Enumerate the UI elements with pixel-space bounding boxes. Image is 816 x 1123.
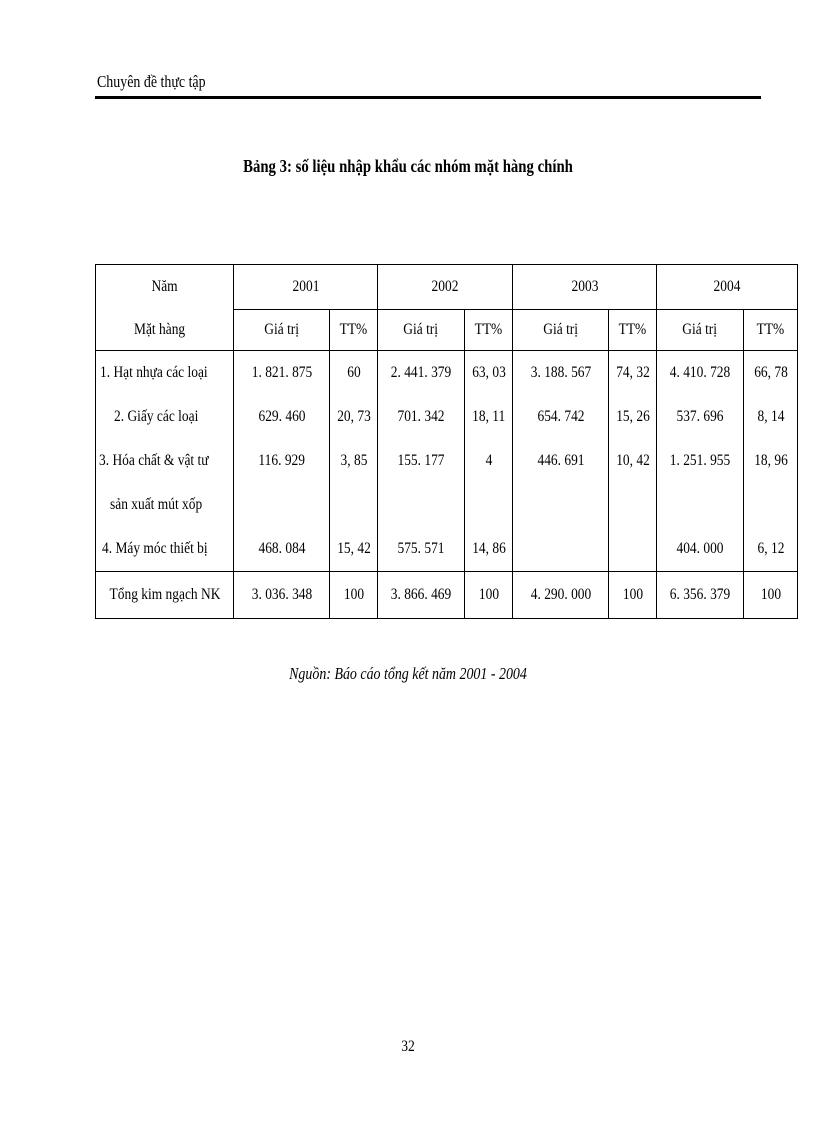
table-cell: 18, 96 bbox=[744, 439, 798, 483]
table-cell: 3, 85 bbox=[330, 439, 378, 483]
subheader-cell: TT% bbox=[744, 310, 798, 351]
table-row bbox=[96, 351, 798, 396]
table-cell: 66, 78 bbox=[744, 351, 798, 396]
table-title: Bảng 3: số liệu nhập khẩu các nhóm mặt hàng chính bbox=[243, 156, 573, 176]
table-row bbox=[96, 439, 798, 483]
total-cell: 100 bbox=[465, 572, 513, 619]
table-cell: 14, 86 bbox=[465, 527, 513, 572]
page-number: 32 bbox=[401, 1038, 415, 1055]
table-cell: 116. 929 bbox=[234, 439, 330, 483]
subheader-cell: TT% bbox=[609, 310, 657, 351]
table-cell: 404. 000 bbox=[657, 527, 744, 572]
total-cell: 100 bbox=[744, 572, 798, 619]
table-cell: 468. 084 bbox=[234, 527, 330, 572]
table-cell bbox=[609, 527, 657, 572]
table-cell: 74, 32 bbox=[609, 351, 657, 396]
table-row bbox=[96, 527, 798, 572]
subheader-cell: TT% bbox=[465, 310, 513, 351]
table-cell: 537. 696 bbox=[657, 395, 744, 439]
table-cell: 3. 188. 567 bbox=[513, 351, 609, 396]
year-header: 2003 bbox=[513, 265, 657, 310]
table-cell: 575. 571 bbox=[378, 527, 465, 572]
corner-year-label: Năm bbox=[96, 265, 234, 310]
table-cell: 446. 691 bbox=[513, 439, 609, 483]
table-cell: 8, 14 bbox=[744, 395, 798, 439]
year-header-row bbox=[96, 265, 798, 310]
subheader-cell: TT% bbox=[330, 310, 378, 351]
row-label: sản xuất mút xốp bbox=[96, 483, 234, 527]
header-rule bbox=[95, 96, 761, 99]
row-label: 3. Hóa chất & vật tư bbox=[96, 439, 234, 483]
table-cell: 629. 460 bbox=[234, 395, 330, 439]
table-row bbox=[96, 395, 798, 439]
table-cell: 1. 821. 875 bbox=[234, 351, 330, 396]
year-header: 2001 bbox=[234, 265, 378, 310]
table-cell: 20, 73 bbox=[330, 395, 378, 439]
year-header: 2002 bbox=[378, 265, 513, 310]
row-label: 4. Máy móc thiết bị bbox=[96, 527, 234, 572]
total-cell: 4. 290. 000 bbox=[513, 572, 609, 619]
subheader-cell: Giá trị bbox=[378, 310, 465, 351]
row-label: 1. Hạt nhựa các loại bbox=[96, 351, 234, 396]
table-cell bbox=[465, 483, 513, 527]
table-cell: 155. 177 bbox=[378, 439, 465, 483]
table-cell: 4 bbox=[465, 439, 513, 483]
source-note: Nguồn: Báo cáo tổng kết năm 2001 - 2004 bbox=[289, 664, 527, 683]
table-cell: 18, 11 bbox=[465, 395, 513, 439]
table-cell: 4. 410. 728 bbox=[657, 351, 744, 396]
table-cell: 63, 03 bbox=[465, 351, 513, 396]
total-row bbox=[96, 572, 798, 619]
table-cell: 15, 26 bbox=[609, 395, 657, 439]
total-cell: 6. 356. 379 bbox=[657, 572, 744, 619]
total-cell: 3. 036. 348 bbox=[234, 572, 330, 619]
table-cell bbox=[609, 483, 657, 527]
subheader-row bbox=[96, 310, 798, 351]
table-cell bbox=[657, 483, 744, 527]
subheader-cell: Giá trị bbox=[513, 310, 609, 351]
table-cell bbox=[378, 483, 465, 527]
total-cell: 100 bbox=[330, 572, 378, 619]
table-cell bbox=[744, 483, 798, 527]
table-cell: 654. 742 bbox=[513, 395, 609, 439]
total-cell: 100 bbox=[609, 572, 657, 619]
table-cell: 15, 42 bbox=[330, 527, 378, 572]
table-cell: 2. 441. 379 bbox=[378, 351, 465, 396]
table-cell: 10, 42 bbox=[609, 439, 657, 483]
table-row bbox=[96, 483, 798, 527]
table-cell bbox=[330, 483, 378, 527]
corner-item-label: Mặt hàng bbox=[96, 310, 234, 351]
subheader-cell: Giá trị bbox=[234, 310, 330, 351]
total-cell: 3. 866. 469 bbox=[378, 572, 465, 619]
subheader-cell: Giá trị bbox=[657, 310, 744, 351]
table-cell: 6, 12 bbox=[744, 527, 798, 572]
import-table bbox=[95, 264, 798, 619]
table-cell bbox=[234, 483, 330, 527]
total-label: Tổng kim ngạch NK bbox=[96, 572, 234, 619]
table-cell bbox=[513, 527, 609, 572]
row-label: 2. Giấy các loại bbox=[96, 395, 234, 439]
page-header: Chuyên đề thực tập bbox=[97, 72, 206, 91]
table-cell: 701. 342 bbox=[378, 395, 465, 439]
table-cell: 60 bbox=[330, 351, 378, 396]
table-cell: 1. 251. 955 bbox=[657, 439, 744, 483]
table-cell bbox=[513, 483, 609, 527]
year-header: 2004 bbox=[657, 265, 798, 310]
